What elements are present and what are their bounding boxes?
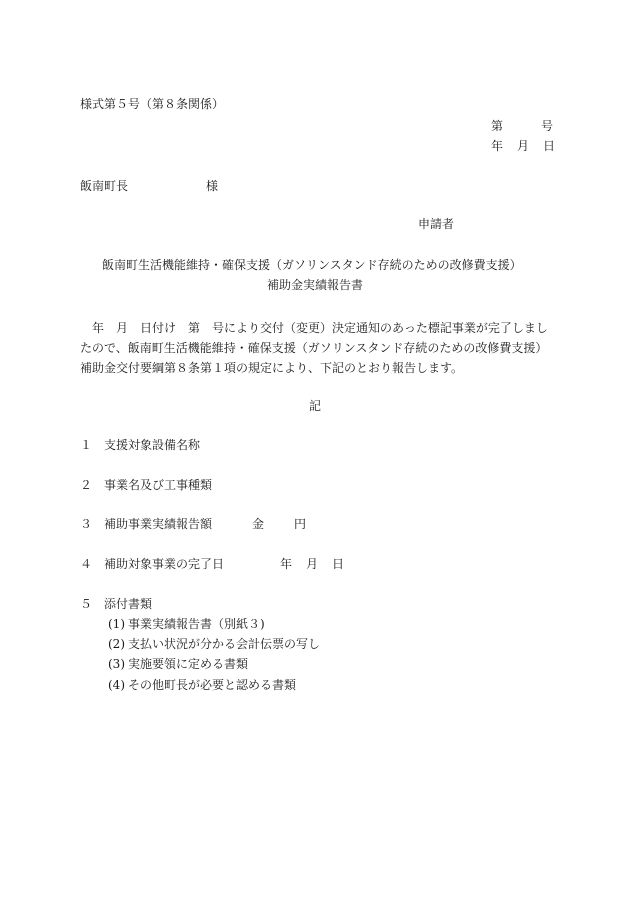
body-paragraph (80, 318, 552, 378)
attachment-label: 支払い状況が分かる会計伝票の写し (128, 637, 321, 651)
attachment-item (108, 638, 320, 650)
item-number: １ (80, 438, 93, 452)
document-number-prefix: 第 (491, 119, 504, 133)
attachment-mark: (4) (108, 678, 125, 692)
completion-month: 月 (306, 557, 319, 571)
document-number (491, 120, 553, 132)
item-number: ２ (80, 478, 93, 492)
completion-year: 年 (280, 557, 293, 571)
note-heading: 記 (308, 399, 321, 413)
completion-day: 日 (332, 557, 345, 571)
item-label: 事業名及び工事種類 (104, 478, 213, 492)
date-month: 月 (517, 139, 530, 153)
date-year: 年 (491, 139, 504, 153)
applicant-label: 申請者 (418, 217, 455, 231)
item-number: ３ (80, 517, 93, 531)
item-label: 添付書類 (104, 597, 153, 611)
attachment-mark: (2) (108, 637, 125, 651)
item-report-amount (80, 518, 306, 530)
attachment-item (108, 658, 248, 670)
attachment-label: 実施要領に定める書類 (128, 657, 249, 671)
addressee-honorific: 様 (206, 179, 219, 193)
document-number-suffix: 号 (541, 119, 554, 133)
attachment-mark: (3) (108, 657, 125, 671)
addressee (80, 180, 218, 192)
item-attachments (80, 598, 152, 610)
attachment-label: 事業実績報告書（別紙３) (128, 617, 265, 631)
amount-unit: 円 (294, 517, 307, 531)
document-date (491, 140, 555, 152)
item-number: ５ (80, 597, 93, 611)
body-line-3: 補助金交付要綱第８条第１項の規定により、下記のとおり報告します。 (80, 361, 464, 375)
item-number: ４ (80, 557, 93, 571)
item-project-name (80, 479, 212, 491)
document-title-line1: 飯南町生活機能維持・確保支援（ガソリンスタンド存続のための改修費支援） (102, 258, 522, 272)
attachment-label: その他町長が必要と認める書類 (128, 678, 297, 692)
attachment-item (108, 679, 296, 691)
item-label: 補助事業実績報告額 (104, 517, 213, 531)
attachment-item (108, 618, 265, 630)
form-number: 様式第５号（第８条関係） (80, 97, 225, 111)
attachment-mark: (1) (108, 617, 125, 631)
body-line-2: たので、飯南町生活機能維持・確保支援（ガソリンスタンド存続のための改修費支援） (80, 341, 548, 355)
date-day: 日 (543, 139, 556, 153)
document-title-line2: 補助金実績報告書 (266, 278, 363, 292)
item-label: 補助対象事業の完了日 (104, 557, 225, 571)
amount-currency: 金 (252, 517, 265, 531)
item-completion-date (80, 558, 344, 570)
body-line-1: 年 月 日付け 第 号により交付（変更）決定通知のあった標記事業が完了しまし (80, 321, 548, 335)
item-label: 支援対象設備名称 (104, 438, 201, 452)
addressee-name: 飯南町長 (80, 179, 129, 193)
item-equipment-name (80, 439, 200, 451)
